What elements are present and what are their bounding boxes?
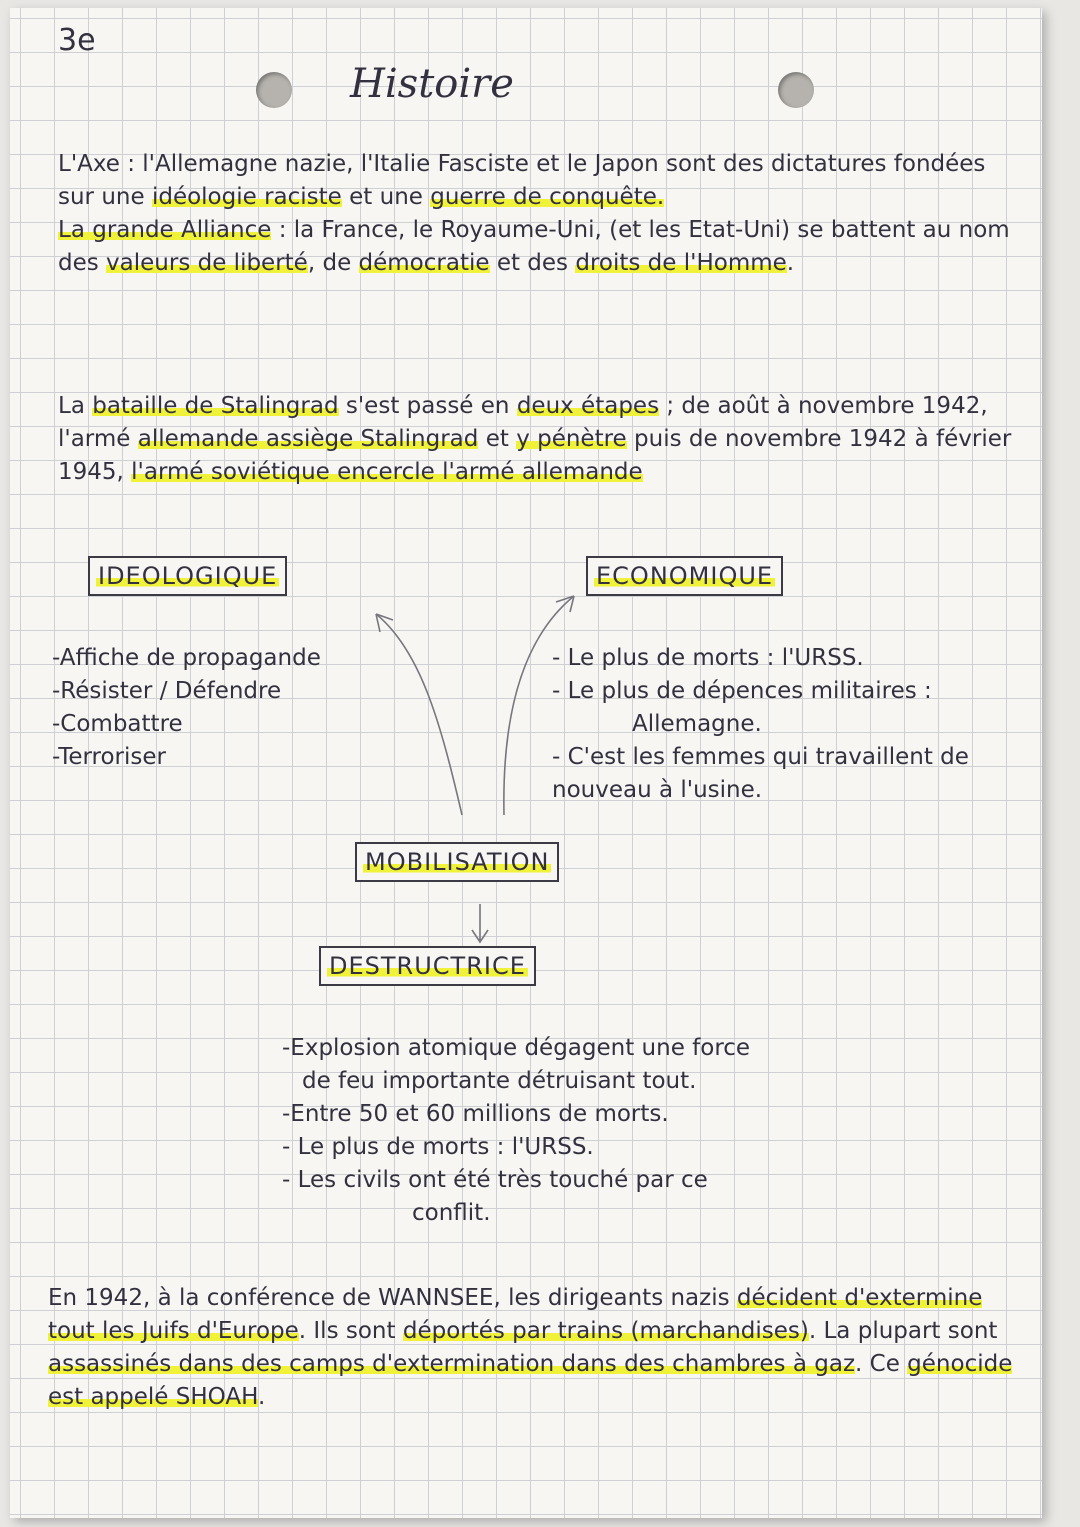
text-segment: valeurs de liberté xyxy=(106,250,308,276)
list-item: - C'est les femmes qui travaillent de nouveau à l'usine. xyxy=(552,744,969,803)
economique-label: ECONOMIQUE xyxy=(596,562,774,590)
text-segment: . xyxy=(786,250,795,276)
list-item: -Résister / Défendre xyxy=(52,678,282,704)
text-segment: . Ce xyxy=(855,1351,908,1377)
text-segment: s'est passé en xyxy=(338,393,517,419)
economique-box xyxy=(586,556,783,596)
list-item: -Entre 50 et 60 millions de morts. xyxy=(282,1101,669,1127)
list-item: -Terroriser xyxy=(52,744,166,770)
grade-label: 3e xyxy=(58,23,96,58)
text-segment: assassinés dans des camps d'extermination dans des chambres à gaz xyxy=(48,1351,856,1377)
text-segment: déportés par trains (marchandises) xyxy=(402,1318,809,1344)
text-segment: idéologie raciste xyxy=(151,184,342,210)
economique-list xyxy=(552,642,1012,807)
text-segment: y pénètre xyxy=(516,426,627,452)
text-segment: En 1942, à la conférence de WANNSEE, les dirigeants nazis xyxy=(48,1285,737,1311)
text-segment: La grande Alliance xyxy=(58,217,272,243)
text-segment: et des xyxy=(489,250,576,276)
text-segment: bataille de Stalingrad xyxy=(92,393,339,419)
mobilisation-label: MOBILISATION xyxy=(365,848,550,876)
text-segment: l'armé soviétique encercle l'armé allemande xyxy=(131,459,643,485)
text-segment: puis de novembre 1942 à février 1945, xyxy=(58,426,1012,485)
arrow-to-destructrice xyxy=(472,904,488,942)
text-segment: deux étapes xyxy=(516,393,660,419)
ideologique-box xyxy=(88,556,287,596)
list-item: - Le plus de dépences militaires : xyxy=(552,678,932,704)
destructrice-list xyxy=(282,1032,902,1230)
list-item: - Le plus de morts : l'URSS. xyxy=(552,645,864,671)
list-item: - Le plus de morts : l'URSS. xyxy=(282,1134,594,1160)
text-segment: démocratie xyxy=(358,250,490,276)
text-segment: . xyxy=(257,1384,266,1410)
list-item: conflit. xyxy=(412,1200,491,1226)
text-segment: : la France, le Royaume-Uni, (et les Etat-Uni) se battent au nom des xyxy=(58,217,1010,276)
text-segment: et xyxy=(478,426,517,452)
ideologique-list xyxy=(52,642,321,774)
text-segment: droits de l'Homme xyxy=(575,250,787,276)
ideologique-label: IDEOLOGIQUE xyxy=(98,562,278,590)
list-item: Allemagne. xyxy=(632,711,762,737)
text-segment: . Ils sont xyxy=(298,1318,403,1344)
page-title: Histoire xyxy=(350,61,514,107)
text-segment: décident d'extermine tout les Juifs d'Europe xyxy=(48,1285,983,1344)
text-segment: L'Axe : l'Allemagne nazie, l'Italie Fasciste et le Japon sont des dictatures fondées sur une xyxy=(58,151,986,210)
destructrice-label: DESTRUCTRICE xyxy=(329,952,526,980)
text-segment: ; de août à novembre 1942, l'armé xyxy=(58,393,988,452)
text-segment: et une xyxy=(341,184,431,210)
arrow-to-ideologique xyxy=(376,614,462,815)
list-item: - Les civils ont été très touché par ce xyxy=(282,1167,708,1193)
list-item: -Affiche de propagande xyxy=(52,645,321,671)
text-segment: . La plupart sont xyxy=(808,1318,998,1344)
list-item: -Explosion atomique dégagent une force xyxy=(282,1035,751,1061)
wannsee-section xyxy=(48,1282,1018,1414)
destructrice-box xyxy=(319,946,536,986)
text-segment: guerre de conquête. xyxy=(430,184,665,210)
list-item: -Combattre xyxy=(52,711,183,737)
text-segment: La xyxy=(58,393,93,419)
mobilisation-box xyxy=(355,842,559,882)
list-item: de feu importante détruisant tout. xyxy=(302,1068,697,1094)
text-segment: , de xyxy=(307,250,359,276)
text-segment: génocide est appelé SHOAH xyxy=(48,1351,1013,1410)
text-segment: allemande assiège Stalingrad xyxy=(137,426,479,452)
wannsee-paragraph xyxy=(48,1282,1018,1414)
